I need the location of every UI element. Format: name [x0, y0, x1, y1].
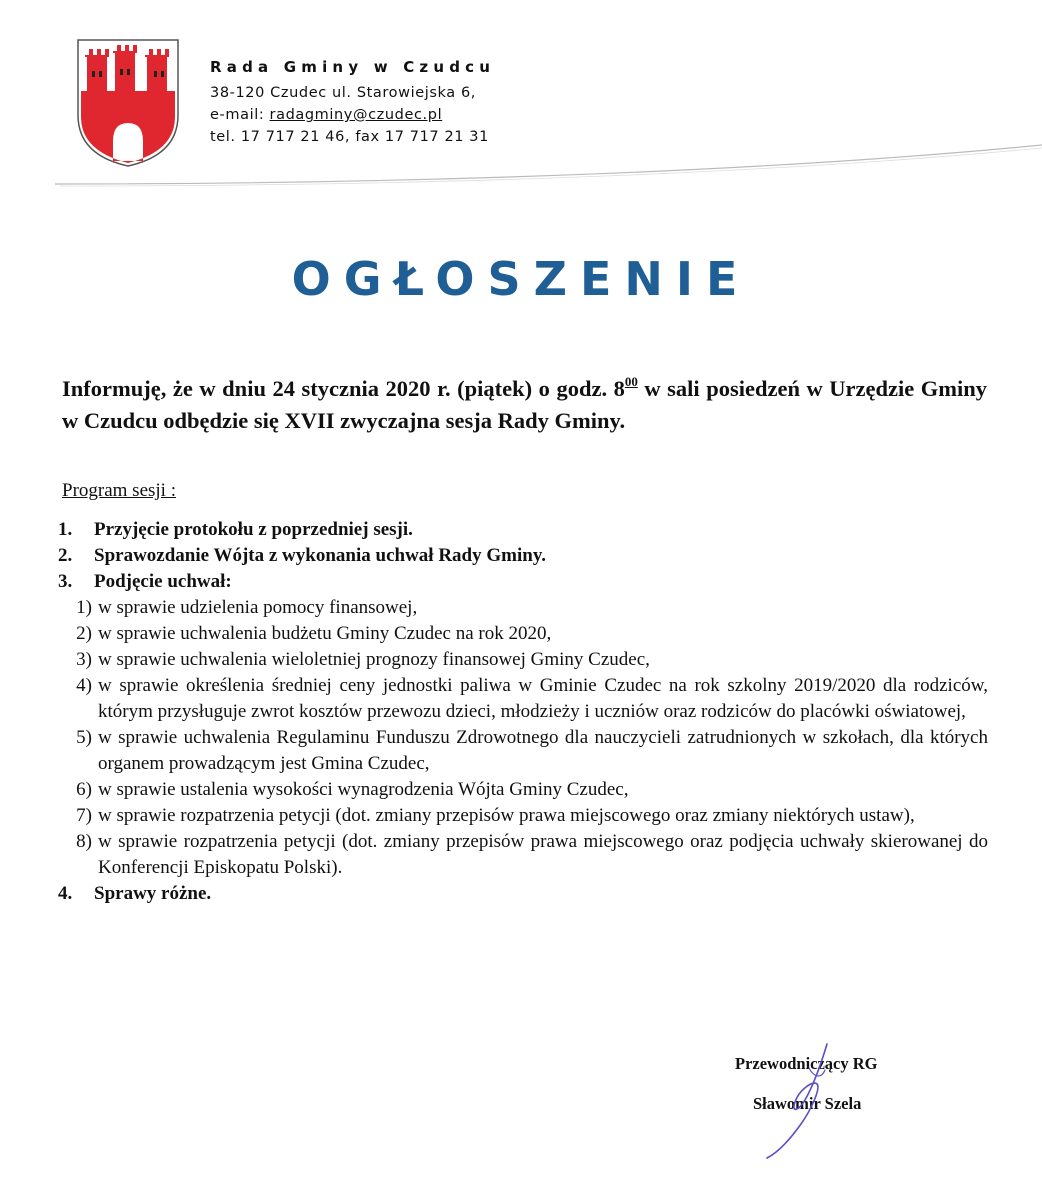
agenda-item-number: 4.: [58, 883, 73, 904]
resolution-number: 4): [76, 675, 92, 696]
email-line: [210, 104, 495, 126]
resolution-text: w sprawie uchwalenia budżetu Gminy Czudec na rok 2020,: [98, 623, 552, 644]
signatory-title: Przewodniczący RG: [735, 1054, 878, 1073]
resolution-item-2: [58, 621, 988, 647]
agenda-item-2: [58, 543, 988, 569]
letterhead: [210, 58, 495, 148]
resolution-number: 3): [76, 649, 92, 670]
resolution-text: w sprawie uchwalenia Regulaminu Funduszu Zdrowotnego dla nauczycieli zatrudnionych w szkołach, dla których organem prowadzącym jest Gmina Czudec,: [98, 727, 988, 774]
agenda-item-3: [58, 569, 988, 595]
resolution-text: w sprawie określenia średniej ceny jednostki paliwa w Gminie Czudec na rok szkolny 2019/2020 dla rodziców, którym przysługuje zwrot kosztów przewozu dzieci, młodzieży i uczniów oraz rodziców do placówki oświatowej,: [98, 675, 988, 722]
email-link[interactable]: radagminy@czudec.pl: [269, 107, 443, 123]
agenda-item-number: 1.: [58, 519, 73, 540]
resolution-number: 1): [76, 597, 92, 618]
resolution-item-7: [58, 803, 988, 829]
resolution-number: 5): [76, 727, 92, 748]
resolution-text: w sprawie udzielenia pomocy finansowej,: [98, 597, 418, 618]
resolution-number: 6): [76, 779, 92, 800]
agenda-item-text: Sprawozdanie Wójta z wykonania uchwał Rady Gminy.: [94, 545, 547, 566]
resolution-text: w sprawie rozpatrzenia petycji (dot. zmiany przepisów prawa miejscowego oraz zmiany niektórych ustaw),: [98, 805, 915, 826]
header-divider: [0, 140, 1042, 200]
agenda-item-text: Sprawy różne.: [94, 883, 212, 904]
resolution-item-8: [58, 829, 988, 881]
handwritten-signature: [755, 1040, 845, 1160]
email-label: e-mail:: [210, 107, 270, 123]
resolution-number: 2): [76, 623, 92, 644]
resolution-text: w sprawie uchwalenia wieloletniej prognozy finansowej Gminy Czudec,: [98, 649, 650, 670]
resolution-item-1: [58, 595, 988, 621]
agenda-item-text: Podjęcie uchwał:: [94, 571, 232, 592]
intro-text-start: Informuję, że w dniu 24 stycznia 2020 r. (piątek) o godz. 8: [62, 376, 625, 401]
signatory-name: Sławomir Szela: [753, 1094, 862, 1113]
resolution-item-6: [58, 777, 988, 803]
program-label: Program sesji :: [62, 480, 176, 501]
resolution-item-4: [58, 673, 988, 725]
agenda-item-1: [58, 517, 988, 543]
phone-fax: tel. 17 717 21 46, fax 17 717 21 31: [210, 129, 489, 145]
resolution-item-3: [58, 647, 988, 673]
agenda-item-number: 2.: [58, 545, 73, 566]
session-agenda: [58, 517, 988, 907]
resolution-item-5: [58, 725, 988, 777]
agenda-item-text: Przyjęcie protokołu z poprzedniej sesji.: [94, 519, 413, 540]
agenda-item-number: 3.: [58, 571, 73, 592]
resolution-number: 7): [76, 805, 92, 826]
intro-text-end: w sali posiedzeń w Urzędzie Gminy w Czudcu odbędzie się XVII zwyczajna sesja Rady Gminy.: [62, 376, 988, 433]
announcement-intro: [62, 373, 987, 437]
intro-time-minutes: 00: [624, 374, 638, 389]
address: 38-120 Czudec ul. Starowiejska 6,: [210, 85, 476, 101]
organization-name: Rada Gminy w Czudcu: [210, 58, 496, 76]
resolution-number: 8): [76, 831, 92, 852]
resolution-text: w sprawie ustalenia wysokości wynagrodzenia Wójta Gminy Czudec,: [98, 779, 629, 800]
announcement-title: OGŁOSZENIE: [291, 252, 751, 306]
resolution-text: w sprawie rozpatrzenia petycji (dot. zmiany przepisów prawa miejscowego oraz podjęcia uchwały skierowanej do Konferencji Episkopatu Polski).: [98, 831, 988, 878]
agenda-item-4: [58, 881, 988, 907]
